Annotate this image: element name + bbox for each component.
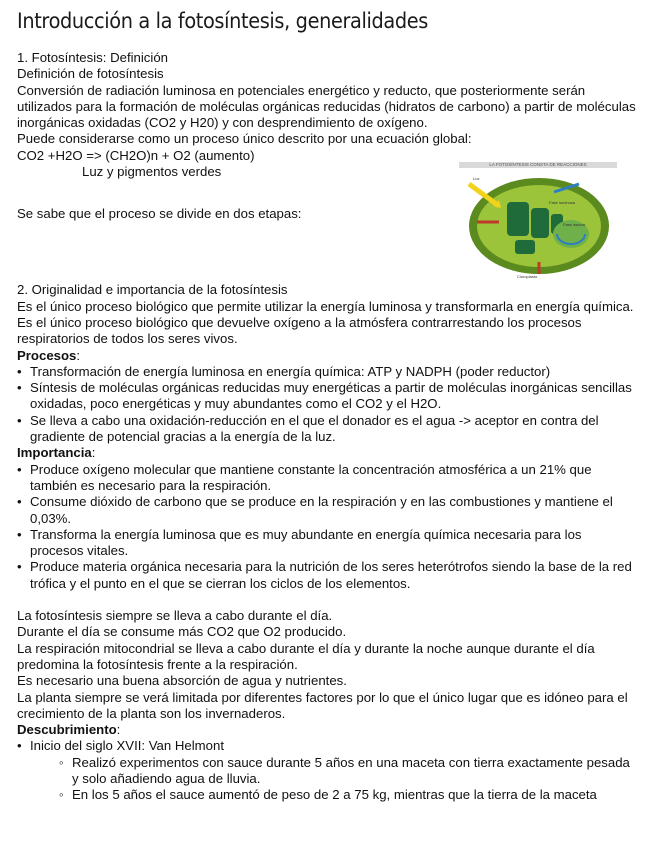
figure-label-fase-oscura: Fase oscura xyxy=(563,222,586,228)
list-item: • Transforma la energía luminosa que es muy abundante en energía química necesaria para los procesos vitales. xyxy=(17,527,637,560)
paragraph: La fotosíntesis siempre se lleva a cabo durante el día. xyxy=(17,608,333,624)
list-item: • Produce materia orgánica necesaria para la nutrición de los seres heterótrofos siendo la base de la red trófica y el punto en el que se cierran los ciclos de los elementos. xyxy=(17,559,637,592)
section-1-subheading: Definición de fotosíntesis xyxy=(17,66,164,82)
global-equation: CO2 +H2O => (CH2O)n + O2 (aumento) xyxy=(17,147,255,163)
list-item: • Se lleva a cabo una oxidación-reducción en el que el donador es el agua -> aceptor en contra del gradiente de potencial gracias a la energía de la luz. xyxy=(17,413,637,446)
importancia-list xyxy=(17,462,637,592)
page-title: Introducción a la fotosíntesis, generalidades xyxy=(17,9,429,33)
list-item: • Produce oxígeno molecular que mantiene constante la concentración atmosférica a un 21% que también es necesario para la respiración. xyxy=(17,462,637,495)
uniqueness-paragraph-1: Es el único proceso biológico que permite utilizar la energía luminosa y transformarla en energía química. xyxy=(17,298,634,314)
descubrimiento-heading: Descubrimiento: xyxy=(17,722,121,738)
section-1-heading: 1. Fotosíntesis: Definición xyxy=(17,50,168,65)
descubrimiento-list xyxy=(17,738,637,754)
paragraph: Es necesario una buena absorción de agua y nutrientes. xyxy=(17,673,347,689)
figure-label-fase-luminosa: Fase luminosa xyxy=(549,200,576,206)
list-item: • Transformación de energía luminosa en energía química: ATP y NADPH (poder reductor) xyxy=(17,364,637,380)
document-page xyxy=(17,6,637,804)
figure-caption: LA FOTOSÍNTESIS CONSTA DE REACCIONES xyxy=(459,162,617,168)
sub-list-item: ◦ Realizó experimentos con sauce durante 5 años en una maceta con tierra exactamente pesada y solo añadiendo agua de lluvia. xyxy=(59,755,637,788)
section-2-heading: 2. Originalidad e importancia de la fotosíntesis xyxy=(17,282,288,298)
list-item: • Inicio del siglo XVII: Van Helmont xyxy=(17,738,637,754)
procesos-heading: Procesos: xyxy=(17,347,81,363)
paragraph: La planta siempre se verá limitada por diferentes factores por lo que el único lugar que es idóneo para el crecimiento de la planta son los invernaderos. xyxy=(17,689,628,721)
figure-label-luz: Luz xyxy=(473,176,480,182)
procesos-list xyxy=(17,364,637,445)
list-item: • Síntesis de moléculas orgánicas reducidas muy energéticas a partir de moléculas inorgánicas sencillas oxidadas, poco energéticas y muy abundantes como el CO2 y el H2O. xyxy=(17,380,637,413)
chloroplast-illustration xyxy=(459,162,617,280)
paragraph: La respiración mitocondrial se lleva a cabo durante el día y durante la noche aunque durante el día predomina la fotosíntesis frente a la respiración. xyxy=(17,640,595,672)
stages-text: Se sabe que el proceso se divide en dos etapas: xyxy=(17,206,302,222)
definition-paragraph: Conversión de radiación luminosa en potenciales energético y reducto, que posteriormente serán utilizados para la formación de moléculas orgánicas reducidas (hidratos de carbono) a partir de moléculas inorgánicas oxidadas (CO2 y H20) y con desprendimiento de oxígeno. xyxy=(17,82,636,131)
descubrimiento-sublist xyxy=(17,755,637,804)
figure-label-cloroplasto: Cloroplasto xyxy=(517,274,538,280)
sub-list-item: ◦ En los 5 años el sauce aumentó de peso de 2 a 75 kg, mientras que la tierra de la maceta xyxy=(59,787,637,803)
chloroplast-figure xyxy=(459,162,617,280)
equation-intro: Puede considerarse como un proceso único descrito por una ecuación global: xyxy=(17,131,472,147)
list-item: • Consume dióxido de carbono que se produce en la respiración y en las combustiones y mantiene el 0,03%. xyxy=(17,494,637,527)
equation-note: Luz y pigmentos verdes xyxy=(82,164,222,180)
importancia-heading: Importancia: xyxy=(17,445,96,461)
uniqueness-paragraph-2: Es el único proceso biológico que devuelve oxígeno a la atmósfera contrarrestando los procesos respiratorios de todos los seres vivos. xyxy=(17,314,582,347)
paragraph: Durante el día se consume más CO2 que O2 producido. xyxy=(17,624,347,640)
